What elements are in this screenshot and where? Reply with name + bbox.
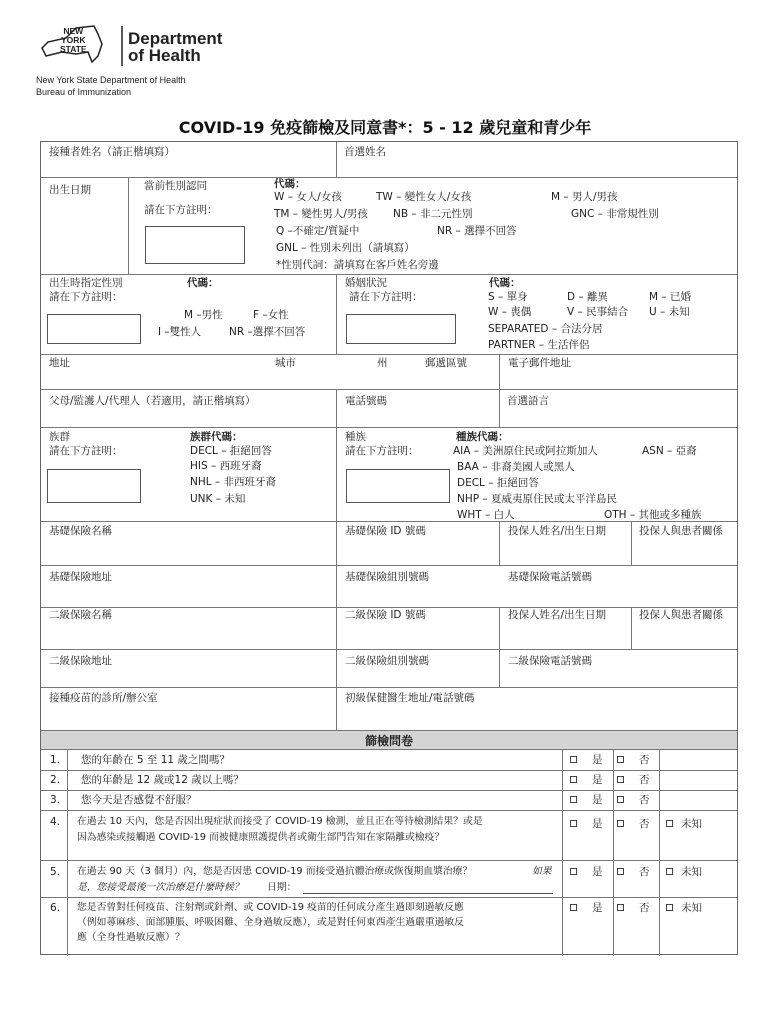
question-text: 您是否曾對任何疫苗、注射劑或針劑、或 COVID-19 疫苗的任何成分產生過即刻過敏反應: [77, 902, 464, 913]
secondary-phone-label[interactable]: 二級保險電話號碼: [508, 655, 592, 667]
date-input-line[interactable]: [303, 893, 553, 894]
gender-code: GNL – 性別未列出（請填寫）: [276, 242, 415, 254]
marital-code: U – 未知: [649, 306, 690, 318]
marital-note: 請在下方註明：: [349, 291, 423, 303]
sex-code-box[interactable]: [47, 314, 141, 344]
gender-code: TM – 變性男人/男孩: [274, 208, 368, 220]
secondary-id-label[interactable]: 二級保險 ID 號碼: [345, 609, 426, 621]
gender-code: Q –不確定/質疑中: [276, 225, 360, 237]
insured-relation-label[interactable]: 投保人與患者關係: [639, 525, 723, 537]
race-label: 種族: [345, 431, 366, 443]
marital-code: S – 單身: [488, 291, 528, 303]
question-text: 在過去 90 天（3 個月）內，您是否因患 COVID-19 而接受過抗體治療或恢復期血漿治療？: [77, 866, 473, 877]
q6-yes-checkbox[interactable]: [570, 904, 577, 911]
pronoun-note: *性別代詞：請填寫在客戶姓名旁邊: [276, 259, 439, 271]
secondary-insurance-label[interactable]: 二級保險名稱: [49, 609, 112, 621]
race-code: OTH – 其他或多種族: [604, 509, 702, 521]
question-number: 5.: [50, 866, 61, 878]
secondary-group-label[interactable]: 二級保險組別號碼: [345, 655, 429, 667]
sex-code-label: 代碼：: [187, 277, 219, 289]
question-text: 因為感染或接觸過 COVID-19 而被健康照護提供者或衛生部門告知在家隔離或檢疫？: [77, 832, 445, 843]
question-text: （例如蕁麻疹、面部腫脹、呼吸困難、全身過敏反應），或是對任何東西產生過嚴重過敏反: [77, 917, 464, 928]
race-code-label: 種族代碼：: [456, 431, 509, 443]
city-label[interactable]: 城市: [275, 357, 296, 369]
yes-label: 是: [592, 754, 603, 766]
no-label: 否: [639, 754, 650, 766]
primary-insurance-label[interactable]: 基礎保險名稱: [49, 525, 112, 537]
dob-label[interactable]: 出生日期: [49, 184, 91, 196]
no-label: 否: [639, 774, 650, 786]
language-label[interactable]: 首選語言: [507, 395, 549, 407]
secondary-insured-name-dob-label[interactable]: 投保人姓名/出生日期: [508, 609, 607, 621]
race-code: BAA – 非裔美國人或黑人: [457, 461, 575, 473]
no-label: 否: [639, 794, 650, 806]
gender-code: M – 男人/男孩: [551, 191, 618, 203]
marital-code: M – 已婚: [649, 291, 691, 303]
sex-code: M –男性: [184, 309, 223, 321]
unknown-label: 未知: [681, 866, 702, 878]
marital-code-box[interactable]: [346, 314, 456, 344]
gender-code: TW – 變性女人/女孩: [376, 191, 472, 203]
email-label[interactable]: 電子郵件地址: [508, 357, 571, 369]
ethnicity-code-box[interactable]: [47, 469, 141, 503]
ethnicity-code: DECL – 拒絕回答: [190, 445, 272, 457]
sex-code: F –女性: [253, 309, 289, 321]
ethnicity-code-label: 族群代碼：: [190, 431, 243, 443]
q1-yes-checkbox[interactable]: [570, 756, 577, 763]
preferred-name-label[interactable]: 首選姓名: [344, 146, 386, 158]
gender-code: W – 女人/女孩: [274, 191, 342, 203]
marital-code-label: 代碼：: [489, 277, 521, 289]
question-number: 2.: [50, 774, 61, 786]
question-number: 4.: [50, 816, 61, 828]
primary-address-label[interactable]: 基礎保險地址: [49, 571, 112, 583]
ethnicity-code: HIS – 西班牙裔: [190, 460, 262, 472]
q5-yes-checkbox[interactable]: [570, 868, 577, 875]
secondary-insured-relation-label[interactable]: 投保人與患者關係: [639, 609, 723, 621]
yes-label: 是: [592, 794, 603, 806]
insured-name-dob-label[interactable]: 投保人姓名/出生日期: [508, 525, 607, 537]
q4-unknown-checkbox[interactable]: [666, 820, 673, 827]
pcp-label[interactable]: 初級保健醫生地址/電話號碼: [345, 692, 475, 704]
consent-form: [40, 141, 738, 955]
race-code: AIA – 美洲原住民或阿拉斯加人: [453, 445, 598, 457]
q2-yes-checkbox[interactable]: [570, 776, 577, 783]
race-note: 請在下方註明：: [345, 445, 419, 457]
question-text-italic: 是，您接受最後一次治療是什麼時候？: [77, 882, 244, 893]
no-label: 否: [639, 818, 650, 830]
gender-code: GNC – 非常規性別: [571, 208, 659, 220]
secondary-address-label[interactable]: 二級保險地址: [49, 655, 112, 667]
ethnicity-label: 族群: [49, 431, 70, 443]
no-label: 否: [639, 902, 650, 914]
race-code: WHT – 白人: [457, 509, 515, 521]
q6-no-checkbox[interactable]: [617, 904, 624, 911]
ethnicity-code: UNK – 未知: [190, 493, 246, 505]
phone-label[interactable]: 電話號碼: [345, 395, 387, 407]
yes-label: 是: [592, 866, 603, 878]
q4-yes-checkbox[interactable]: [570, 820, 577, 827]
gender-code-box[interactable]: [145, 226, 245, 264]
yes-label: 是: [592, 818, 603, 830]
agency-name: New York State Department of Health Bureau of Immunization: [36, 75, 186, 97]
sex-code: I –雙性人: [158, 326, 202, 338]
question-number: 1.: [50, 754, 61, 766]
state-label[interactable]: 州: [377, 357, 388, 369]
marital-code: V – 民事結合: [567, 306, 629, 318]
gender-code: NR – 選擇不回答: [437, 225, 517, 237]
marital-code: PARTNER – 生活伴侶: [488, 339, 590, 351]
q5-unknown-checkbox[interactable]: [666, 868, 673, 875]
marital-code: D – 離異: [567, 291, 609, 303]
primary-phone-label[interactable]: 基礎保險電話號碼: [508, 571, 592, 583]
guardian-label[interactable]: 父母/監護人/代理人（若適用，請正楷填寫）: [49, 395, 256, 407]
primary-group-label[interactable]: 基礎保險組別號碼: [345, 571, 429, 583]
primary-id-label[interactable]: 基礎保險 ID 號碼: [345, 525, 426, 537]
question-text: 您的年齡是 12 歲或12 歲以上嗎？: [81, 774, 244, 786]
question-text: 應（全身性過敏反應）？: [77, 932, 185, 943]
yes-label: 是: [592, 774, 603, 786]
department-name: Department of Health: [128, 29, 223, 65]
question-number: 3.: [50, 794, 61, 806]
q3-yes-checkbox[interactable]: [570, 796, 577, 803]
yes-label: 是: [592, 902, 603, 914]
marital-code: SEPARATED – 合法分居: [488, 323, 603, 335]
gender-identity-label: 當前性別認同: [144, 180, 207, 192]
gender-code: NB – 非二元性別: [393, 208, 473, 220]
q2-no-checkbox[interactable]: [617, 776, 624, 783]
marital-label: 婚姻狀況: [345, 277, 387, 289]
unknown-label: 未知: [681, 818, 702, 830]
race-code-box[interactable]: [346, 469, 450, 503]
q3-no-checkbox[interactable]: [617, 796, 624, 803]
clinic-label[interactable]: 接種疫苗的診所/辦公室: [49, 692, 158, 704]
question-text: 在過去 10 天內，您是否因出現症狀而接受了 COVID-19 檢測，並且正在等待檢測結果？或是: [77, 816, 483, 827]
form-title: COVID-19 免疫篩檢及同意書*：5 - 12 歲兒童和青少年: [178, 118, 592, 137]
sex-at-birth-label: 出生時指定性別: [49, 277, 123, 289]
sex-code: NR –選擇不回答: [229, 326, 306, 338]
race-code: NHP – 夏威夷原住民或太平洋島民: [457, 493, 618, 505]
question-text: 您的年齡在 5 至 11 歲之間嗎？: [81, 754, 230, 766]
gender-code-label: 代碼：: [274, 178, 306, 190]
q5-no-checkbox[interactable]: [617, 868, 624, 875]
unknown-label: 未知: [681, 902, 702, 914]
logo-text: NEW YORK STATE: [60, 26, 87, 54]
screening-header: 篩檢問卷: [41, 730, 737, 750]
ethnicity-note: 請在下方註明：: [49, 445, 123, 457]
zip-label[interactable]: 郵遞區號: [425, 357, 467, 369]
address-label[interactable]: 地址: [49, 357, 70, 369]
no-label: 否: [639, 866, 650, 878]
q6-unknown-checkbox[interactable]: [666, 904, 673, 911]
date-label: 日期：: [267, 882, 297, 893]
gender-note: 請在下方註明：: [144, 204, 218, 216]
ethnicity-code: NHL – 非西班牙裔: [190, 476, 277, 488]
question-number: 6.: [50, 902, 61, 914]
name-label[interactable]: 接種者姓名（請正楷填寫）: [49, 146, 175, 158]
race-code: ASN – 亞裔: [642, 445, 697, 457]
marital-code: W – 喪偶: [488, 306, 532, 318]
question-text-italic: 如果: [532, 866, 552, 877]
question-text: 您今天是否感覺不舒服？: [81, 794, 197, 806]
q4-no-checkbox[interactable]: [617, 820, 624, 827]
q1-no-checkbox[interactable]: [617, 756, 624, 763]
sex-note: 請在下方註明：: [49, 291, 123, 303]
race-code: DECL – 拒絕回答: [457, 477, 539, 489]
